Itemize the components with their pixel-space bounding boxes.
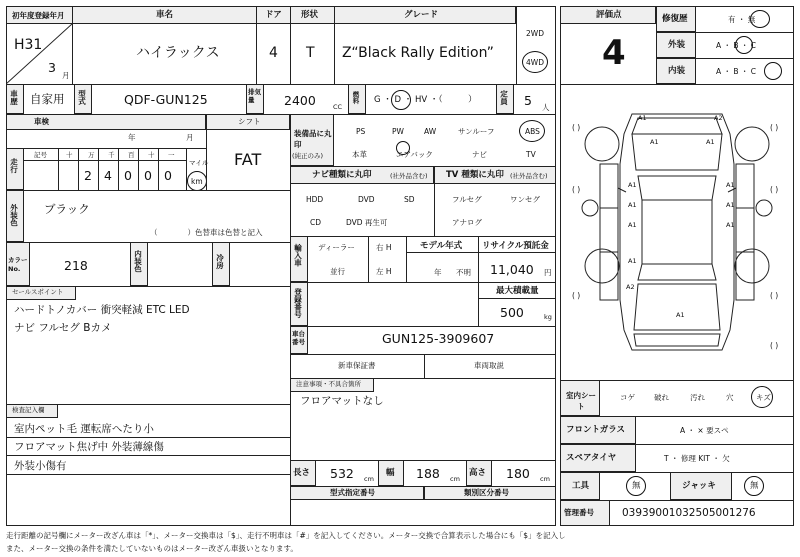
digits-sign-label: 記号 xyxy=(34,151,47,159)
seat-dirt: 汚れ xyxy=(690,393,705,402)
navi-hdd: HDD xyxy=(306,195,324,204)
inspector-line-2: フロアマット焦げ中 外装薄線傷 xyxy=(14,441,164,453)
digit-head-3: 千 xyxy=(108,151,115,159)
body-shape: T xyxy=(306,45,315,61)
exterior-options: A ・ B ・ C xyxy=(716,41,757,50)
inspection-year-unit: 年 xyxy=(128,133,136,142)
model-year-label: モデル年式 xyxy=(420,241,463,251)
fuel-diesel-circle xyxy=(391,90,411,110)
width-unit: cm xyxy=(450,475,460,483)
equip-leather: 本革 xyxy=(352,150,367,159)
type-no-label: 型式指定番号 xyxy=(330,488,375,497)
interior-options: A ・ B ・ C xyxy=(716,67,757,76)
tv-sub: (社外品含む) xyxy=(510,172,548,180)
displacement-label: 排気量 xyxy=(248,88,261,104)
bracket-7: ( ) xyxy=(770,341,779,350)
shape-label: 形状 xyxy=(301,10,319,20)
equip-abs: ABS xyxy=(525,127,540,136)
recycle-label: リサイクル預託金 xyxy=(482,241,549,251)
bracket-3: ( ) xyxy=(572,185,581,194)
max-load-unit: kg xyxy=(544,313,552,321)
bracket-4: ( ) xyxy=(770,185,779,194)
width-label: 幅 xyxy=(386,468,395,478)
capacity-label: 定員 xyxy=(499,90,509,105)
navi-sd: SD xyxy=(404,195,415,204)
new-warranty-label: 新車保証書 xyxy=(338,361,376,370)
navi-dvd: DVD xyxy=(358,195,375,204)
length-value: 532 xyxy=(330,466,354,481)
tv-label: TV 種類に丸印 xyxy=(446,170,504,180)
equip-aw: AW xyxy=(424,127,437,136)
chassis-label: 車台番号 xyxy=(292,330,305,346)
first-reg-month: 3 xyxy=(48,60,56,75)
seat-scratch: キズ xyxy=(756,393,771,402)
inspection-label: 車検 xyxy=(34,117,49,126)
drive-4wd: 4WD xyxy=(526,58,544,67)
width-value: 188 xyxy=(416,466,440,481)
recycle-value: 11,040 xyxy=(490,262,534,277)
inspector-line-3: 外装小傷有 xyxy=(14,460,67,472)
repair-label: 修復歴 xyxy=(662,14,688,24)
interior-color-label: 内装色 xyxy=(133,250,143,273)
equip-tv: TV xyxy=(526,150,536,159)
equip-airbag: エアバック xyxy=(396,150,433,159)
bracket-2: ( ) xyxy=(770,123,779,132)
recycle-yen: 円 xyxy=(544,268,552,277)
reg-no-label: 登録番号 xyxy=(293,288,303,318)
digit-head-5: 十 xyxy=(148,151,155,159)
tv-analog: アナログ xyxy=(452,218,482,227)
windshield-options: A ・ × 要スペ xyxy=(680,426,729,435)
mgmt-label: 管理番号 xyxy=(564,508,594,517)
displacement-value: 2400 xyxy=(284,93,316,108)
inspector-label: 検査記入欄 xyxy=(12,406,45,414)
car-name-label: 車名 xyxy=(156,10,174,20)
color-label: 外装色 xyxy=(9,204,19,227)
tools-none-circle xyxy=(626,476,646,496)
chassis-value: GUN125-3909607 xyxy=(382,331,495,346)
sales-point-label: セールスポイント xyxy=(12,288,64,296)
mark-right-door-2: A1 xyxy=(726,221,735,229)
height-unit: cm xyxy=(540,475,550,483)
mark-right-fender: A1 xyxy=(726,181,735,189)
color-no-value: 218 xyxy=(64,258,88,273)
inspector-line-1: 室内ペット毛 運転席へたり小 xyxy=(14,423,154,435)
abs-circle xyxy=(519,120,545,142)
length-label: 長さ xyxy=(293,468,311,478)
max-load-label: 最大積載量 xyxy=(496,286,539,296)
mark-left-door-2: A1 xyxy=(628,221,637,229)
digit-head-1: 十 xyxy=(66,151,73,159)
mile-label: マイル xyxy=(189,159,209,167)
mark-left-fender: A1 xyxy=(628,181,637,189)
sales-point-line-1: ハードトノカバー 衝突軽減 ETC LED xyxy=(14,304,190,316)
score-value: 4 xyxy=(602,33,626,73)
equip-sunroof: サンルーフ xyxy=(458,127,495,136)
ac-label: 冷房 xyxy=(215,254,225,269)
navi-sub: (社外品含む) xyxy=(390,172,428,180)
seat-burn: コゲ xyxy=(620,393,635,402)
grade-label: グレード xyxy=(404,10,439,20)
mark-rear-bumper: A1 xyxy=(676,311,685,319)
exterior-label: 外装 xyxy=(668,40,686,50)
jack-label: ジャッキ xyxy=(682,481,716,491)
navi-label: ナビ種類に丸印 xyxy=(312,170,372,180)
interior-label: 内装 xyxy=(668,66,686,76)
car-damage-diagram xyxy=(562,104,792,360)
header-bar xyxy=(6,6,516,24)
mark-left-bed: A1 xyxy=(628,257,637,265)
windshield-label: フロントガラス xyxy=(566,425,625,435)
import-label: 輸入車 xyxy=(293,244,303,267)
tv-fullseg: フルセグ xyxy=(452,195,482,204)
repair-options: 有 ・ 無 xyxy=(728,15,756,24)
bracket-6: ( ) xyxy=(770,291,779,300)
mgmt-value: 03939001032505001276 xyxy=(622,507,756,519)
import-parallel: 並行 xyxy=(330,267,345,276)
jack-value: 無 xyxy=(750,481,759,491)
spare-label: スペアタイヤ xyxy=(566,453,617,463)
mark-hood-right: A1 xyxy=(706,138,715,146)
import-right-hand: 右 H xyxy=(376,243,392,252)
length-unit: cm xyxy=(364,475,374,483)
model-value: QDF-GUN125 xyxy=(124,92,208,107)
inspection-month-unit: 月 xyxy=(186,133,194,142)
manual-label: 車両取説 xyxy=(474,361,504,370)
capacity-unit: 人 xyxy=(542,103,550,112)
mileage-digit-6: 0 xyxy=(164,168,172,183)
mark-right-door-1: A1 xyxy=(726,201,735,209)
capacity-value: 5 xyxy=(524,93,532,108)
door-label: ドア xyxy=(265,10,282,20)
car-name: ハイラックス xyxy=(136,45,220,61)
score-label: 評価点 xyxy=(596,10,622,20)
first-reg-month-unit: 月 xyxy=(62,71,70,80)
seat-hole: 穴 xyxy=(726,393,734,402)
km-label: km xyxy=(191,177,203,186)
color-no-label: カラーNo. xyxy=(8,256,28,273)
shift-label: シフト xyxy=(238,117,261,126)
mileage-digit-4: 0 xyxy=(124,168,132,183)
bracket-5: ( ) xyxy=(572,291,581,300)
mark-hood-left: A1 xyxy=(650,138,659,146)
jack-none-circle xyxy=(744,476,764,496)
mileage-digit-5: 0 xyxy=(144,168,152,183)
interior-c-circle xyxy=(764,62,782,80)
repaint-note: （ ）色替車は色替と記入 xyxy=(150,228,263,237)
height-label: 高さ xyxy=(469,468,487,478)
footer-line-1: 走行距離の記号欄にメーター改ざん車は「*」、メーター交換車は「$」、走行不明車は「#」を記入してください。メーター交換で合算表示した場合にも「$」を記入し xyxy=(6,531,566,540)
door-count: 4 xyxy=(269,45,278,61)
drive-4wd-circle xyxy=(522,51,548,73)
equip-pw: PW xyxy=(392,127,404,136)
footer-line-2: また、メーター交換の条件を満たしていないものはメーター改ざん車扱いとなります。 xyxy=(6,544,298,553)
mark-left-door-1: A1 xyxy=(628,201,637,209)
seat-tear: 破れ xyxy=(654,393,669,402)
interior-sheet-label: 室内シート xyxy=(566,391,596,411)
seat-scratch-circle xyxy=(751,386,773,408)
tools-label: 工具 xyxy=(572,481,590,491)
equipment-sub: (純正のみ) xyxy=(292,152,324,160)
displacement-unit: CC xyxy=(333,103,343,111)
shift-value: FAT xyxy=(234,150,262,169)
repair-none-circle xyxy=(750,10,770,28)
bracket-1: ( ) xyxy=(572,123,581,132)
digit-head-6: 一 xyxy=(168,151,175,159)
class-no-label: 類別区分番号 xyxy=(464,488,509,497)
model-label: 型式 xyxy=(77,90,87,105)
equipment-label: 装備品に丸印 xyxy=(294,129,332,149)
mark-front-right: A2 xyxy=(714,114,723,122)
exterior-b-circle xyxy=(735,36,753,54)
equip-navi: ナビ xyxy=(472,150,487,159)
mileage-digit-2: 2 xyxy=(84,168,92,183)
color-value: ブラック xyxy=(44,202,90,216)
history-label: 車歴 xyxy=(9,90,19,105)
height-value: 180 xyxy=(506,466,530,481)
navi-cd: CD xyxy=(310,218,322,227)
km-circle xyxy=(187,171,207,191)
equip-ps: PS xyxy=(356,127,366,136)
first-reg-era: H31 xyxy=(14,37,43,53)
tools-value: 無 xyxy=(632,481,641,491)
tv-oneseg: ワンセグ xyxy=(510,195,540,204)
digit-head-2: 万 xyxy=(88,151,95,159)
model-year-unit: 年 xyxy=(434,268,442,277)
navi-dvd-play: DVD 再生可 xyxy=(346,218,388,227)
import-dealer: ディーラー xyxy=(318,243,355,252)
max-load-value: 500 xyxy=(500,305,524,320)
import-left-hand: 左 H xyxy=(376,267,392,276)
model-year-unknown: 不明 xyxy=(456,268,471,277)
grade-name: Z“Black Rally Edition” xyxy=(342,45,494,61)
history-value: 自家用 xyxy=(30,92,65,106)
digit-head-4: 百 xyxy=(128,151,135,159)
drive-2wd: 2WD xyxy=(526,29,544,38)
first-reg-label: 初年度登録年月 xyxy=(12,11,65,20)
notes-label: 注意事項・不具合箇所 xyxy=(296,380,361,388)
mileage-digit-3: 4 xyxy=(104,168,112,183)
spare-options: T ・ 修理 KIT ・ 欠 xyxy=(664,454,730,463)
airbag-circle xyxy=(396,141,410,155)
sales-point-line-2: ナビ フルセグ Bカメ xyxy=(14,322,112,334)
notes-text: フロアマットなし xyxy=(300,395,384,407)
mileage-label: 走行 xyxy=(9,158,19,173)
fuel-options: G ・ D ・ HV ・（ ） xyxy=(374,95,477,105)
mark-left-rear: A2 xyxy=(626,283,635,291)
mark-front-left: A1 xyxy=(638,114,647,122)
fuel-label: 燃料 xyxy=(351,91,360,104)
